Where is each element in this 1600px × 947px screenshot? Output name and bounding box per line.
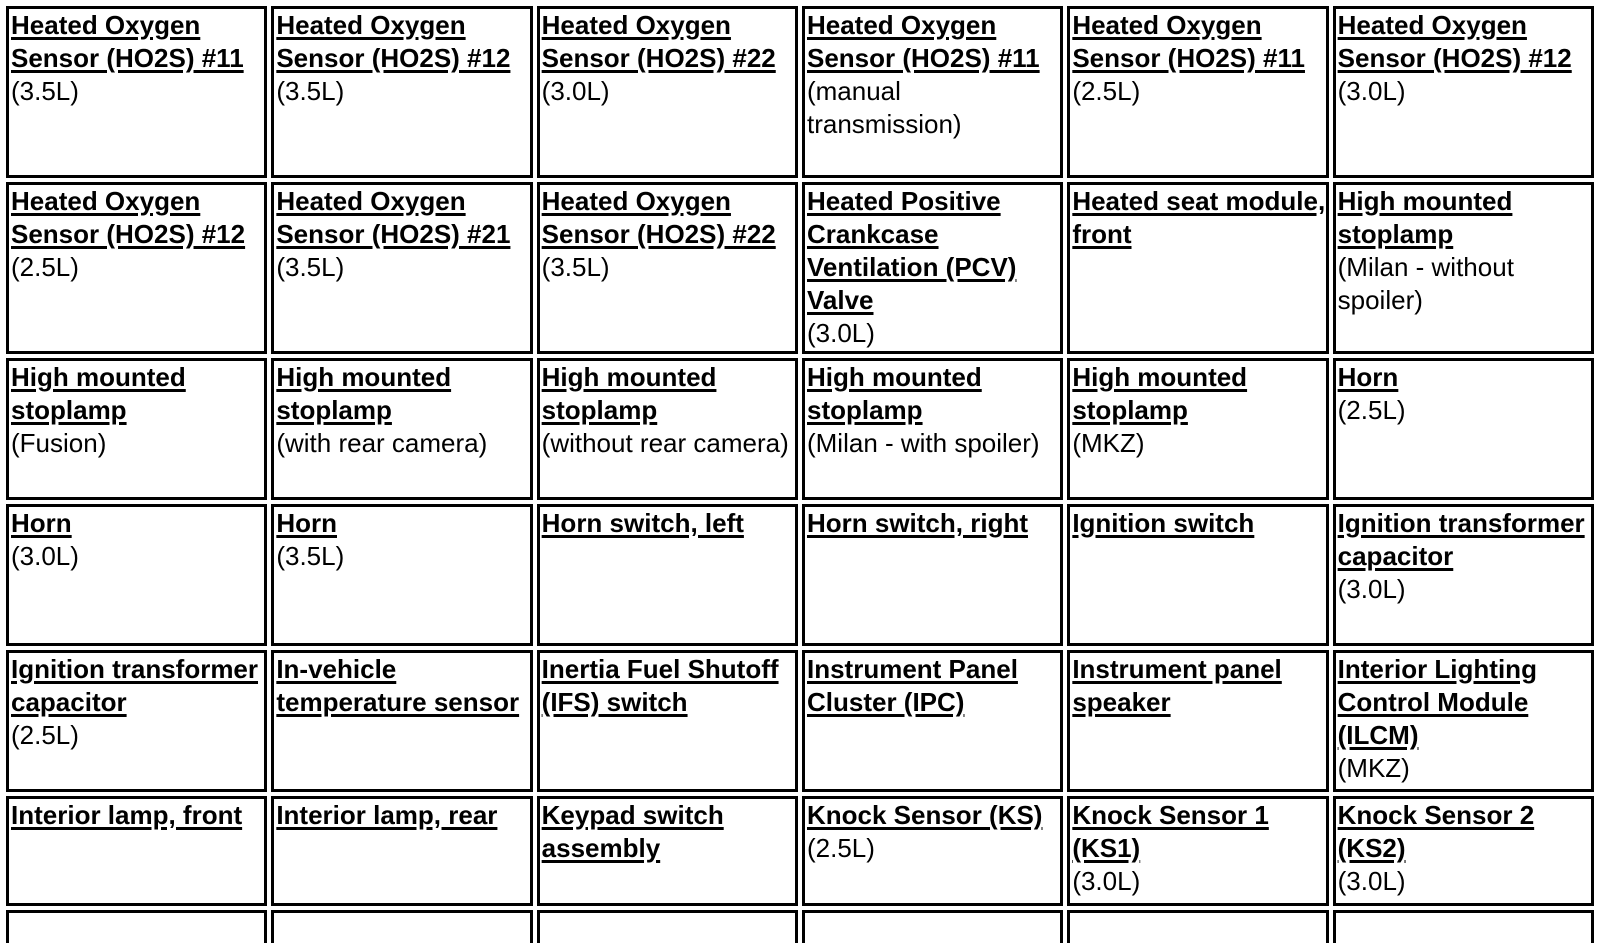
table-cell	[1067, 650, 1328, 792]
component-link[interactable]: Horn	[1337, 362, 1399, 392]
table-cell	[1067, 504, 1328, 646]
table-cell	[271, 6, 532, 178]
component-link[interactable]: Heated Oxygen Sensor (HO2S) #21	[276, 186, 511, 249]
table-cell	[537, 504, 798, 646]
component-link[interactable]: Keypad switch assembly	[541, 800, 724, 863]
table-cell	[537, 6, 798, 178]
component-note: (3.5L)	[11, 76, 79, 106]
component-link[interactable]: Knock Sensor 2 (KS2)	[1337, 800, 1535, 863]
component-note: (3.0L)	[1337, 574, 1406, 604]
component-link[interactable]: Heated Oxygen Sensor (HO2S) #12	[1337, 10, 1572, 73]
table-cell	[6, 182, 267, 354]
component-link[interactable]: Horn	[276, 508, 337, 538]
component-note: (MKZ)	[1072, 428, 1145, 458]
component-link[interactable]: High mounted stoplamp	[806, 362, 982, 425]
table-row	[6, 796, 1594, 906]
component-link[interactable]: High mounted stoplamp	[1072, 362, 1248, 425]
component-link[interactable]: Heated Oxygen Sensor (HO2S) #11	[11, 10, 244, 73]
table-cell	[537, 650, 798, 792]
table-cell	[802, 504, 1063, 646]
component-link[interactable]: Knock Sensor (KS)	[806, 800, 1043, 830]
component-note: (2.5L)	[11, 720, 79, 750]
component-link[interactable]: High mounted stoplamp	[1337, 186, 1513, 249]
component-link[interactable]: Inertia Fuel Shutoff (IFS) switch	[541, 654, 779, 717]
table-cell	[271, 796, 532, 906]
component-note: (2.5L)	[11, 252, 79, 282]
table-cell	[271, 358, 532, 500]
component-link[interactable]: Knock Sensor 1 (KS1)	[1072, 800, 1269, 863]
table-cell	[6, 6, 267, 178]
table-row-partial	[6, 910, 1594, 943]
table-cell	[1333, 796, 1594, 906]
table-cell	[271, 182, 532, 354]
table-cell	[1067, 910, 1328, 943]
component-note: (without rear camera)	[541, 428, 789, 458]
component-note: (3.0L)	[806, 318, 875, 348]
table-cell	[271, 910, 532, 943]
component-link[interactable]: In-vehicle temperature sensor	[276, 654, 520, 717]
table-row	[6, 358, 1594, 500]
component-link[interactable]: Ignition transformer capacitor	[11, 654, 259, 717]
table-cell	[802, 358, 1063, 500]
component-link[interactable]: Horn switch, left	[541, 508, 744, 538]
component-note: (2.5L)	[1072, 76, 1141, 106]
component-note: (manual transmission)	[806, 76, 962, 139]
component-link[interactable]: Horn switch, right	[806, 508, 1028, 538]
component-note: (3.5L)	[276, 252, 345, 282]
table-cell	[1067, 796, 1328, 906]
component-link[interactable]: Heated Oxygen Sensor (HO2S) #22	[541, 186, 776, 249]
component-link[interactable]: High mounted stoplamp	[541, 362, 717, 425]
component-link[interactable]: High mounted stoplamp	[11, 362, 186, 425]
component-link[interactable]: Interior lamp, front	[11, 800, 243, 830]
component-link[interactable]: Heated Oxygen Sensor (HO2S) #12	[11, 186, 246, 249]
table-cell	[537, 910, 798, 943]
table-cell	[6, 358, 267, 500]
table-cell	[802, 182, 1063, 354]
table-cell	[802, 910, 1063, 943]
table-cell	[1067, 6, 1328, 178]
table-cell	[537, 358, 798, 500]
table-cell	[1333, 358, 1594, 500]
component-location-table	[2, 2, 1598, 947]
component-link[interactable]: Horn	[11, 508, 72, 538]
component-link[interactable]: Ignition transformer capacitor	[1337, 508, 1585, 571]
component-link[interactable]: Ignition switch	[1072, 508, 1255, 538]
table-cell	[802, 796, 1063, 906]
component-link[interactable]: Interior lamp, rear	[276, 800, 498, 830]
table-cell	[1333, 182, 1594, 354]
table-cell	[6, 650, 267, 792]
table-cell	[802, 6, 1063, 178]
component-note: (Milan - without spoiler)	[1337, 252, 1514, 315]
table-cell	[1333, 6, 1594, 178]
component-note: (3.5L)	[541, 252, 610, 282]
component-link[interactable]: High mounted stoplamp	[276, 362, 452, 425]
component-link[interactable]: Instrument panel speaker	[1072, 654, 1282, 717]
table-cell	[6, 504, 267, 646]
table-cell	[6, 910, 267, 943]
table-row	[6, 182, 1594, 354]
component-note: (3.0L)	[1337, 866, 1406, 896]
table-cell	[1333, 910, 1594, 943]
component-note: (3.0L)	[11, 541, 79, 571]
table-cell	[1067, 358, 1328, 500]
table-row	[6, 504, 1594, 646]
table-cell	[6, 796, 267, 906]
table-cell	[537, 796, 798, 906]
component-link[interactable]: Heated Positive Crankcase Ventilation (PCV) Valve	[806, 186, 1017, 315]
component-note: (with rear camera)	[276, 428, 488, 458]
component-note: (2.5L)	[806, 833, 875, 863]
component-note: (3.5L)	[276, 541, 345, 571]
component-note: (3.0L)	[1337, 76, 1406, 106]
table-cell	[1333, 504, 1594, 646]
component-link[interactable]: Heated seat module, front	[1072, 186, 1326, 249]
component-note: (2.5L)	[1337, 395, 1406, 425]
table-cell	[271, 650, 532, 792]
component-note: (Milan - with spoiler)	[806, 428, 1040, 458]
table-cell	[537, 182, 798, 354]
component-link[interactable]: Interior Lighting Control Module (ILCM)	[1337, 654, 1537, 750]
component-link[interactable]: Instrument Panel Cluster (IPC)	[806, 654, 1018, 717]
component-note: (3.0L)	[1072, 866, 1141, 896]
component-note: (MKZ)	[1337, 753, 1410, 783]
table-cell	[802, 650, 1063, 792]
component-note: (3.5L)	[276, 76, 345, 106]
component-note: (3.0L)	[541, 76, 610, 106]
component-note: (Fusion)	[11, 428, 107, 458]
table-cell	[1067, 182, 1328, 354]
component-link[interactable]: Heated Oxygen Sensor (HO2S) #22	[541, 10, 776, 73]
table-row	[6, 650, 1594, 792]
table-row	[6, 6, 1594, 178]
component-link[interactable]: Heated Oxygen Sensor (HO2S) #12	[276, 10, 511, 73]
table-cell	[1333, 650, 1594, 792]
component-link[interactable]: Heated Oxygen Sensor (HO2S) #11	[1072, 10, 1305, 73]
component-link[interactable]: Heated Oxygen Sensor (HO2S) #11	[806, 10, 1040, 73]
table-cell	[271, 504, 532, 646]
